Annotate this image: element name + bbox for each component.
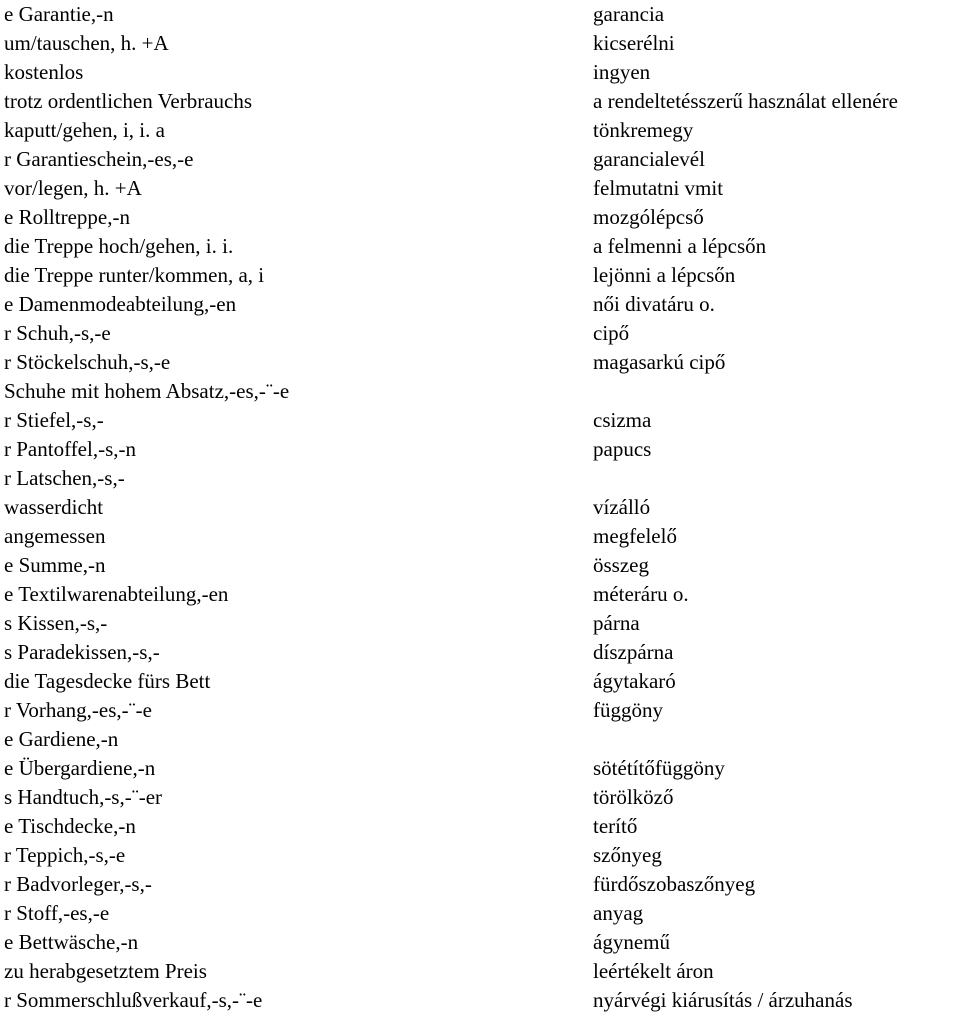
hungarian-translation: ingyen (593, 60, 651, 84)
vocab-row (0, 232, 960, 261)
german-term: r Garantieschein,-es,-e (4, 147, 194, 171)
hungarian-translation: törölköző (593, 785, 674, 809)
german-term: r Sommerschlußverkauf,-s,-¨-e (4, 988, 263, 1012)
german-term: r Stoff,-es,-e (4, 901, 110, 925)
german-term: s Kissen,-s,- (4, 611, 108, 635)
vocab-row (0, 174, 960, 203)
hungarian-translation: anyag (593, 901, 644, 925)
vocab-row (0, 493, 960, 522)
vocab-row (0, 580, 960, 609)
german-term: Schuhe mit hohem Absatz,-es,-¨-e (4, 379, 290, 403)
hungarian-translation (593, 725, 960, 754)
german-term: vor/legen, h. +A (4, 176, 142, 200)
hungarian-translation: függöny (593, 698, 663, 722)
vocab-row (0, 87, 960, 116)
hungarian-translation: párna (593, 611, 640, 635)
german-term: s Paradekissen,-s,- (4, 640, 160, 664)
german-term: r Schuh,-s,-e (4, 321, 111, 345)
hungarian-translation (593, 464, 960, 493)
vocab-row (0, 841, 960, 870)
hungarian-translation: csizma (593, 408, 652, 432)
german-term: zu herabgesetztem Preis (4, 959, 207, 983)
hungarian-translation: a rendeltetésszerű használat ellenére (593, 89, 898, 113)
german-term: r Badvorleger,-s,- (4, 872, 152, 896)
german-term: r Stiefel,-s,- (4, 408, 104, 432)
vocab-row (0, 58, 960, 87)
hungarian-translation (593, 377, 960, 406)
vocab-row (0, 464, 960, 493)
german-term: kaputt/gehen, i, i. a (4, 118, 165, 142)
german-term: r Stöckelschuh,-s,-e (4, 350, 171, 374)
vocab-row (0, 116, 960, 145)
vocab-row (0, 667, 960, 696)
vocab-row (0, 29, 960, 58)
german-term: die Treppe hoch/gehen, i. i. (4, 234, 234, 258)
german-term: r Pantoffel,-s,-n (4, 437, 136, 461)
german-term: um/tauschen, h. +A (4, 31, 169, 55)
hungarian-translation: leértékelt áron (593, 959, 714, 983)
german-term: wasserdicht (4, 495, 104, 519)
vocab-row (0, 0, 960, 29)
vocab-row (0, 783, 960, 812)
vocab-row (0, 435, 960, 464)
vocab-row (0, 957, 960, 986)
hungarian-translation: felmutatni vmit (593, 176, 724, 200)
vocab-row (0, 203, 960, 232)
german-term: kostenlos (4, 60, 84, 84)
german-term: angemessen (4, 524, 106, 548)
german-term: e Summe,-n (4, 553, 106, 577)
hungarian-translation: magasarkú cipő (593, 350, 726, 374)
german-term: e Textilwarenabteilung,-en (4, 582, 229, 606)
hungarian-translation: díszpárna (593, 640, 674, 664)
hungarian-translation: vízálló (593, 495, 651, 519)
hungarian-translation: terítő (593, 814, 638, 838)
hungarian-translation: női divatáru o. (593, 292, 715, 316)
hungarian-translation: megfelelő (593, 524, 677, 548)
vocab-row (0, 145, 960, 174)
hungarian-translation: nyárvégi kiárusítás / árzuhanás (593, 988, 853, 1012)
german-term: e Rolltreppe,-n (4, 205, 130, 229)
hungarian-translation: sötétítőfüggöny (593, 756, 725, 780)
vocab-row (0, 290, 960, 319)
vocab-row (0, 522, 960, 551)
vocab-row (0, 986, 960, 1015)
hungarian-translation: fürdőszobaszőnyeg (593, 872, 756, 896)
hungarian-translation: kicserélni (593, 31, 675, 55)
vocab-row (0, 377, 960, 406)
german-term: trotz ordentlichen Verbrauchs (4, 89, 253, 113)
vocab-row (0, 899, 960, 928)
vocab-row (0, 638, 960, 667)
german-term: e Übergardiene,-n (4, 756, 156, 780)
hungarian-translation: mozgólépcső (593, 205, 704, 229)
hungarian-translation: ágynemű (593, 930, 670, 954)
hungarian-translation: papucs (593, 437, 652, 461)
german-term: s Handtuch,-s,-¨-er (4, 785, 163, 809)
vocab-row (0, 812, 960, 841)
hungarian-translation: lejönni a lépcsőn (593, 263, 736, 287)
german-term: e Tischdecke,-n (4, 814, 136, 838)
hungarian-translation: szőnyeg (593, 843, 662, 867)
vocab-row (0, 696, 960, 725)
german-term: r Latschen,-s,- (4, 466, 125, 490)
hungarian-translation: ágytakaró (593, 669, 676, 693)
hungarian-translation: tönkremegy (593, 118, 694, 142)
vocab-row (0, 928, 960, 957)
hungarian-translation: a felmenni a lépcsőn (593, 234, 767, 258)
german-term: die Tagesdecke fürs Bett (4, 669, 211, 693)
german-term: r Vorhang,-es,-¨-e (4, 698, 152, 722)
hungarian-translation: méteráru o. (593, 582, 689, 606)
hungarian-translation: összeg (593, 553, 649, 577)
vocab-row (0, 754, 960, 783)
vocab-row (0, 609, 960, 638)
hungarian-translation: cipő (593, 321, 630, 345)
hungarian-translation: garancia (593, 2, 665, 26)
hungarian-translation: garancialevél (593, 147, 705, 171)
vocab-row (0, 348, 960, 377)
german-term: die Treppe runter/kommen, a, i (4, 263, 265, 287)
vocab-row (0, 725, 960, 754)
vocab-row (0, 261, 960, 290)
german-term: r Teppich,-s,-e (4, 843, 126, 867)
german-term: e Gardiene,-n (4, 727, 119, 751)
german-term: e Bettwäsche,-n (4, 930, 139, 954)
german-term: e Damenmodeabteilung,-en (4, 292, 237, 316)
german-term: e Garantie,-n (4, 2, 114, 26)
vocab-row (0, 870, 960, 899)
vocab-row (0, 406, 960, 435)
vocab-row (0, 551, 960, 580)
vocab-row (0, 319, 960, 348)
